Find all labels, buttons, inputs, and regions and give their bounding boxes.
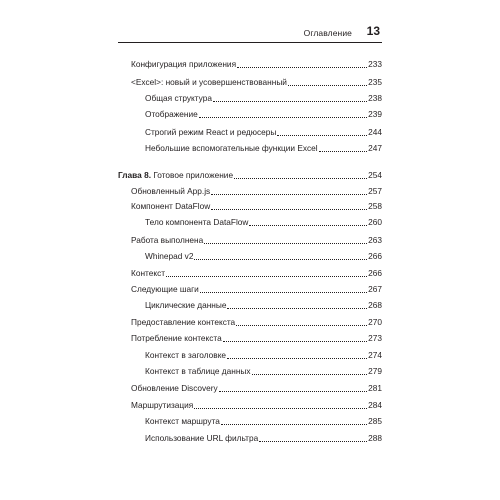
dot-leader	[227, 307, 367, 309]
toc-entry	[118, 125, 382, 139]
toc-entry-page: 284	[368, 400, 382, 410]
toc-entry-page: 281	[368, 383, 382, 393]
toc-entry-title: Компонент DataFlow	[131, 201, 211, 211]
toc-entry-page: 274	[368, 350, 382, 360]
toc-entry	[118, 282, 382, 296]
dot-leader	[237, 66, 367, 68]
toc-entry	[118, 107, 382, 121]
toc-entry-label	[145, 298, 226, 312]
toc-entry	[118, 364, 382, 378]
toc-entry-page: 239	[368, 109, 382, 119]
toc-entry	[118, 233, 382, 247]
toc-entry-page: 254	[368, 170, 382, 180]
toc-entry-page: 233	[368, 59, 382, 69]
dot-leader	[236, 324, 367, 326]
toc-entry-page: 263	[368, 235, 382, 245]
toc-entry-title: Обновление Discovery	[131, 383, 218, 393]
page-number: 13	[366, 24, 380, 38]
toc-entry-label	[145, 348, 226, 362]
dot-leader	[199, 116, 367, 118]
toc-entry-label	[131, 381, 218, 395]
toc-entry-title: Предоставление контекста	[131, 317, 236, 327]
toc-entry-title: Whinepad v2	[145, 251, 194, 261]
dot-leader	[211, 208, 367, 210]
toc-entry-label	[131, 57, 236, 71]
dot-leader	[249, 224, 367, 226]
toc-entry-page: 267	[368, 284, 382, 294]
toc-entry-title: Использование URL фильтра	[145, 433, 259, 443]
toc-entry	[118, 168, 382, 182]
dot-leader	[194, 407, 367, 409]
toc-entry-title: Работа выполнена	[131, 235, 204, 245]
toc-entry-label	[118, 168, 233, 182]
dot-leader	[252, 373, 368, 375]
toc-entry-title: <Excel>: новый и усовершенствованный	[131, 77, 287, 87]
header-title: Оглавление	[303, 28, 352, 38]
toc-entry	[118, 381, 382, 395]
dot-leader	[223, 340, 367, 342]
toc-entry	[118, 141, 382, 155]
toc-entry-title: Строгий режим React и редюсеры	[145, 127, 277, 137]
toc-entry-title: Отображение	[145, 109, 198, 119]
toc-entry-label	[131, 184, 210, 198]
toc-entry-page: 268	[368, 300, 382, 310]
toc-entry-page: 238	[368, 93, 382, 103]
toc-entry-page: 266	[368, 268, 382, 278]
toc-entry-title: Циклические данные	[145, 300, 227, 310]
toc-entry-label	[131, 331, 222, 345]
toc-entry-page: 257	[368, 186, 382, 196]
toc-entry-page: 285	[368, 416, 382, 426]
toc-entry-label	[131, 266, 165, 280]
toc-entry-title: Контекст в таблице данных	[145, 366, 251, 376]
toc-entry	[118, 414, 382, 428]
toc-entry-title: Тело компонента DataFlow	[145, 217, 249, 227]
toc-entry	[118, 199, 382, 213]
toc-entry-title: Конфигурация приложения	[131, 59, 237, 69]
dot-leader	[319, 150, 368, 152]
dot-leader	[234, 177, 367, 179]
toc-entry-label	[131, 315, 235, 329]
toc-entry-page: 258	[368, 201, 382, 211]
toc-entry	[118, 57, 382, 71]
dot-leader	[166, 275, 367, 277]
toc-entry-title: Готовое приложение	[153, 170, 234, 180]
chapter-prefix: Глава 8.	[118, 170, 152, 180]
toc-entry	[118, 91, 382, 105]
toc-entry-title: Маршрутизация	[131, 400, 194, 410]
toc-entry-title: Контекст маршрута	[145, 416, 220, 426]
toc-entry-page: 288	[368, 433, 382, 443]
dot-leader	[211, 193, 367, 195]
toc-entry	[118, 315, 382, 329]
toc-entry	[118, 249, 382, 263]
toc-entry-page: 244	[368, 127, 382, 137]
dot-leader	[259, 440, 367, 442]
toc-entry-title: Общая структура	[145, 93, 212, 103]
toc-entry-label	[145, 414, 220, 428]
toc-entry-page: 270	[368, 317, 382, 327]
toc-entry-page: 266	[368, 251, 382, 261]
toc-entry-page: 235	[368, 77, 382, 87]
toc-entry	[118, 184, 382, 198]
toc-entry	[118, 215, 382, 229]
toc-entry-page: 247	[368, 143, 382, 153]
toc-entry-label	[145, 364, 251, 378]
toc-entry-label	[145, 125, 276, 139]
toc-entry	[118, 298, 382, 312]
dot-leader	[200, 291, 367, 293]
toc-entry-label	[131, 199, 210, 213]
dot-leader	[219, 390, 368, 392]
toc-entry-label	[145, 107, 198, 121]
toc-entry-label	[131, 75, 287, 89]
dot-leader	[194, 258, 367, 260]
toc-entry-page: 279	[368, 366, 382, 376]
toc-entry-title: Контекст	[131, 268, 166, 278]
toc-entry-label	[145, 141, 318, 155]
toc-entry-label	[145, 249, 193, 263]
toc-entry	[118, 398, 382, 412]
dot-leader	[227, 357, 367, 359]
dot-leader	[288, 84, 367, 86]
toc-entry-label	[131, 398, 193, 412]
toc-entry-title: Контекст в заголовке	[145, 350, 227, 360]
toc-entry-label	[145, 215, 248, 229]
toc-entry-label	[131, 282, 199, 296]
dot-leader	[213, 100, 367, 102]
toc-entry	[118, 331, 382, 345]
toc-entry	[118, 266, 382, 280]
toc-entry-label	[131, 233, 203, 247]
dot-leader	[277, 134, 367, 136]
toc-entry-title: Небольшие вспомогательные функции Excel	[145, 143, 318, 153]
toc-entry-page: 273	[368, 333, 382, 343]
toc-entry	[118, 348, 382, 362]
toc-entry-label	[145, 91, 212, 105]
toc-entry	[118, 75, 382, 89]
toc-entry-label	[145, 431, 258, 445]
toc-entry	[118, 431, 382, 445]
toc-entry-page: 260	[368, 217, 382, 227]
toc-entry-title: Потребление контекста	[131, 333, 222, 343]
dot-leader	[204, 242, 367, 244]
toc-entry-title: Обновленный App.js	[131, 186, 211, 196]
dot-leader	[221, 423, 367, 425]
running-header	[118, 22, 382, 43]
toc-entry-title: Следующие шаги	[131, 284, 199, 294]
